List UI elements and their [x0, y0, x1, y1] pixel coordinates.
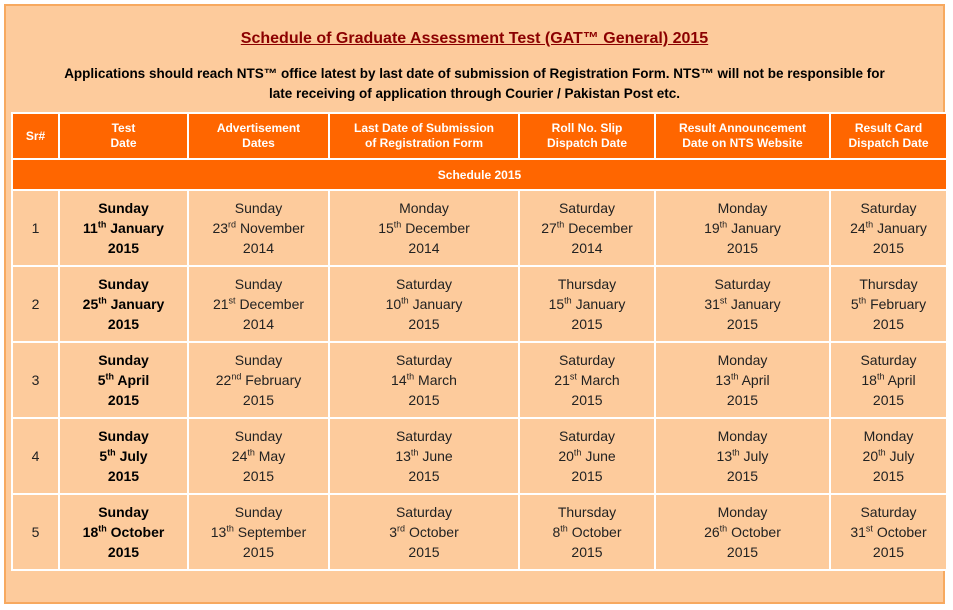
year: 2015 — [726, 544, 759, 560]
weekday: Sunday — [234, 276, 283, 292]
header-label-line1: Last Date of Submission — [353, 121, 495, 135]
year: 2015 — [408, 316, 440, 332]
year: 2015 — [107, 392, 140, 408]
weekday: Saturday — [395, 428, 453, 444]
header-label-line1: Roll No. Slip — [551, 121, 623, 135]
test-date-cell — [59, 494, 188, 570]
row-serial: 2 — [12, 266, 59, 342]
date-cell — [830, 418, 947, 494]
row-serial: 1 — [12, 190, 59, 266]
month-name: February — [245, 372, 302, 388]
weekday: Monday — [399, 200, 449, 216]
day-number: 18 — [861, 372, 877, 388]
date-cell — [329, 190, 519, 266]
day-number: 3 — [389, 524, 398, 540]
row-serial: 4 — [12, 418, 59, 494]
month-name: October — [408, 524, 459, 540]
ordinal-suffix: th — [556, 219, 565, 230]
year: 2015 — [408, 468, 440, 484]
day-number: 21 — [212, 296, 229, 312]
ordinal-suffix: nd — [231, 371, 242, 382]
weekday: Sunday — [98, 200, 149, 216]
ordinal-suffix: th — [732, 447, 740, 458]
header-test-date — [59, 113, 188, 159]
year: 2015 — [872, 316, 905, 332]
day-number: 13 — [395, 448, 411, 464]
notice-line-2: late receiving of application through Courier / Pakistan Post etc. — [268, 86, 681, 101]
month-name: March — [418, 372, 457, 388]
ordinal-suffix: th — [401, 295, 409, 306]
date-cell — [519, 266, 655, 342]
header-label-line2: Date — [110, 136, 137, 150]
weekday: Sunday — [234, 428, 283, 444]
year: 2015 — [872, 392, 905, 408]
year: 2015 — [242, 544, 275, 560]
row-serial: 5 — [12, 494, 59, 570]
header-last-date-submission — [329, 113, 519, 159]
year: 2015 — [107, 240, 140, 256]
footer-strip — [11, 590, 940, 602]
ordinal-suffix: th — [876, 371, 885, 382]
month-name: March — [580, 372, 620, 388]
header-label-line2: Dispatch Date — [546, 136, 628, 150]
ordinal-suffix: th — [247, 447, 255, 458]
header-sr — [12, 113, 59, 159]
month-name: December — [405, 220, 470, 236]
date-cell — [188, 342, 329, 418]
year: 2015 — [726, 316, 759, 332]
date-cell — [655, 342, 830, 418]
day-number: 26 — [704, 524, 720, 540]
table-row — [12, 342, 947, 418]
date-cell — [655, 266, 830, 342]
year: 2015 — [571, 544, 603, 560]
ordinal-suffix: th — [560, 523, 568, 534]
header-label-line1: Test — [111, 121, 136, 135]
month-name: September — [237, 524, 307, 540]
month-name: April — [117, 372, 150, 388]
weekday: Saturday — [714, 276, 771, 292]
date-cell — [519, 494, 655, 570]
weekday: Saturday — [395, 504, 453, 520]
ordinal-suffix: th — [107, 447, 116, 458]
header-label-line2: Dates — [242, 136, 275, 150]
day-number: 24 — [231, 448, 248, 464]
month-name: April — [741, 372, 770, 388]
month-name: January — [412, 296, 463, 312]
date-cell — [830, 342, 947, 418]
date-cell — [329, 342, 519, 418]
month-name: October — [571, 524, 622, 540]
day-number: 8 — [552, 524, 561, 540]
day-number: 15 — [378, 220, 394, 236]
day-number: 13 — [716, 448, 733, 464]
year: 2015 — [726, 468, 759, 484]
header-label-line1: Advertisement — [216, 121, 301, 135]
month-name: July — [743, 448, 769, 464]
ordinal-suffix: th — [878, 447, 886, 458]
weekday: Monday — [717, 352, 768, 368]
header-label-line1: Result Announcement — [679, 121, 806, 135]
test-date-cell — [59, 342, 188, 418]
ordinal-suffix: st — [569, 371, 577, 382]
weekday: Sunday — [98, 352, 149, 368]
ordinal-suffix: th — [564, 295, 572, 306]
day-number: 14 — [391, 372, 407, 388]
month-name: January — [575, 296, 626, 312]
month-name: July — [119, 448, 148, 464]
weekday: Thursday — [557, 276, 617, 292]
month-name: April — [887, 372, 916, 388]
month-name: October — [876, 524, 927, 540]
year: 2015 — [571, 468, 603, 484]
year: 2015 — [107, 316, 140, 332]
weekday: Saturday — [860, 504, 917, 520]
date-cell — [655, 494, 830, 570]
year: 2015 — [242, 392, 275, 408]
ordinal-suffix: rd — [397, 523, 406, 534]
weekday: Sunday — [98, 504, 149, 520]
test-date-cell — [59, 418, 188, 494]
month-name: December — [568, 220, 633, 236]
date-cell — [188, 190, 329, 266]
weekday: Thursday — [859, 276, 918, 292]
ordinal-suffix: th — [573, 447, 582, 458]
date-cell — [519, 418, 655, 494]
day-number: 11 — [83, 220, 98, 236]
ordinal-suffix: th — [226, 523, 234, 534]
day-number: 21 — [554, 372, 570, 388]
weekday: Saturday — [558, 200, 616, 216]
date-cell — [329, 494, 519, 570]
table-row — [12, 266, 947, 342]
date-cell — [188, 266, 329, 342]
date-cell — [329, 266, 519, 342]
ordinal-suffix: th — [97, 219, 107, 230]
header-label-line2: Date on NTS Website — [682, 136, 803, 150]
ordinal-suffix: th — [719, 523, 728, 534]
month-name: May — [258, 448, 286, 464]
month-name: January — [730, 296, 781, 312]
weekday: Monday — [717, 504, 768, 520]
year: 2015 — [571, 316, 603, 332]
weekday: Saturday — [395, 276, 453, 292]
ordinal-suffix: th — [730, 371, 739, 382]
day-number: 13 — [715, 372, 731, 388]
schedule-band-row — [12, 159, 947, 190]
weekday: Sunday — [234, 352, 283, 368]
year: 2014 — [571, 240, 603, 256]
weekday: Thursday — [557, 504, 617, 520]
day-number: 22 — [215, 372, 232, 388]
day-number: 5 — [850, 296, 859, 312]
weekday: Monday — [863, 428, 914, 444]
date-cell — [655, 418, 830, 494]
year: 2014 — [408, 240, 440, 256]
year: 2015 — [726, 392, 759, 408]
date-cell — [830, 266, 947, 342]
month-name: June — [585, 448, 616, 464]
month-name: January — [731, 220, 781, 236]
month-name: December — [239, 296, 305, 312]
ordinal-suffix: th — [98, 295, 107, 306]
notice-line-1: Applications should reach NTS™ office latest by last date of submission of Registration Form. NTS™ will not be responsible for — [64, 66, 885, 81]
month-name: January — [877, 220, 927, 236]
header-label-line2: of Registration Form — [364, 136, 483, 150]
year: 2015 — [872, 240, 905, 256]
ordinal-suffix: st — [719, 295, 727, 306]
year: 2015 — [726, 240, 759, 256]
ordinal-suffix: th — [719, 219, 728, 230]
weekday: Saturday — [860, 200, 917, 216]
year: 2014 — [242, 316, 275, 332]
weekday: Monday — [717, 200, 768, 216]
month-name: June — [422, 448, 453, 464]
year: 2015 — [408, 392, 440, 408]
schedule-panel — [4, 4, 945, 604]
year: 2015 — [872, 468, 905, 484]
schedule-band-label: Schedule 2015 — [12, 159, 947, 190]
header-advertisement-dates — [188, 113, 329, 159]
table-row — [12, 190, 947, 266]
ordinal-suffix: th — [98, 523, 107, 534]
day-number: 15 — [548, 296, 565, 312]
day-number: 31 — [850, 524, 866, 540]
day-number: 10 — [385, 296, 402, 312]
weekday: Saturday — [558, 352, 616, 368]
month-name: October — [731, 524, 781, 540]
row-serial: 3 — [12, 342, 59, 418]
month-name: November — [239, 220, 305, 236]
day-number: 13 — [210, 524, 227, 540]
date-cell — [830, 494, 947, 570]
header-result-card — [830, 113, 947, 159]
day-number: 19 — [704, 220, 720, 236]
ordinal-suffix: st — [228, 295, 236, 306]
day-number: 23 — [212, 220, 229, 236]
ordinal-suffix: th — [410, 447, 419, 458]
weekday: Sunday — [234, 504, 283, 520]
day-number: 20 — [558, 448, 574, 464]
ordinal-suffix: st — [865, 523, 873, 534]
test-date-cell — [59, 266, 188, 342]
month-name: October — [110, 524, 165, 540]
year: 2015 — [872, 544, 905, 560]
test-date-cell — [59, 190, 188, 266]
day-number: 20 — [862, 448, 879, 464]
date-cell — [188, 418, 329, 494]
header-label-line2: Dispatch Date — [848, 136, 929, 150]
year: 2015 — [242, 468, 275, 484]
page-title: Schedule of Graduate Assessment Test (GAT™ General) 2015 — [240, 30, 709, 47]
header-sr-label: Sr# — [25, 128, 46, 143]
year: 2015 — [107, 468, 140, 484]
year: 2015 — [408, 544, 440, 560]
table-row — [12, 494, 947, 570]
date-cell — [655, 190, 830, 266]
ordinal-suffix: th — [105, 371, 115, 382]
month-name: January — [110, 296, 165, 312]
month-name: July — [889, 448, 915, 464]
ordinal-suffix: rd — [228, 219, 237, 230]
date-cell — [188, 494, 329, 570]
date-cell — [519, 190, 655, 266]
notice-text — [26, 64, 923, 104]
schedule-table — [11, 112, 948, 571]
day-number: 31 — [704, 296, 720, 312]
day-number: 25 — [82, 296, 99, 312]
date-cell — [519, 342, 655, 418]
weekday: Saturday — [860, 352, 917, 368]
year: 2015 — [571, 392, 603, 408]
header-result-announcement — [655, 113, 830, 159]
weekday: Sunday — [234, 200, 283, 216]
weekday: Monday — [717, 428, 768, 444]
day-number: 5 — [97, 372, 106, 388]
day-number: 27 — [541, 220, 557, 236]
weekday: Sunday — [98, 276, 149, 292]
ordinal-suffix: th — [865, 219, 874, 230]
weekday: Saturday — [395, 352, 453, 368]
day-number: 5 — [99, 448, 108, 464]
header-roll-no-slip — [519, 113, 655, 159]
weekday: Saturday — [558, 428, 616, 444]
month-name: February — [870, 296, 927, 312]
date-cell — [329, 418, 519, 494]
table-row — [12, 418, 947, 494]
ordinal-suffix: th — [406, 371, 415, 382]
day-number: 18 — [82, 524, 99, 540]
header-row — [12, 113, 947, 159]
year: 2015 — [107, 544, 140, 560]
year: 2014 — [242, 240, 275, 256]
month-name: January — [110, 220, 164, 236]
ordinal-suffix: th — [393, 219, 402, 230]
date-cell — [830, 190, 947, 266]
weekday: Sunday — [98, 428, 149, 444]
ordinal-suffix: th — [858, 295, 867, 306]
day-number: 24 — [850, 220, 866, 236]
header-label-line1: Result Card — [854, 121, 923, 135]
